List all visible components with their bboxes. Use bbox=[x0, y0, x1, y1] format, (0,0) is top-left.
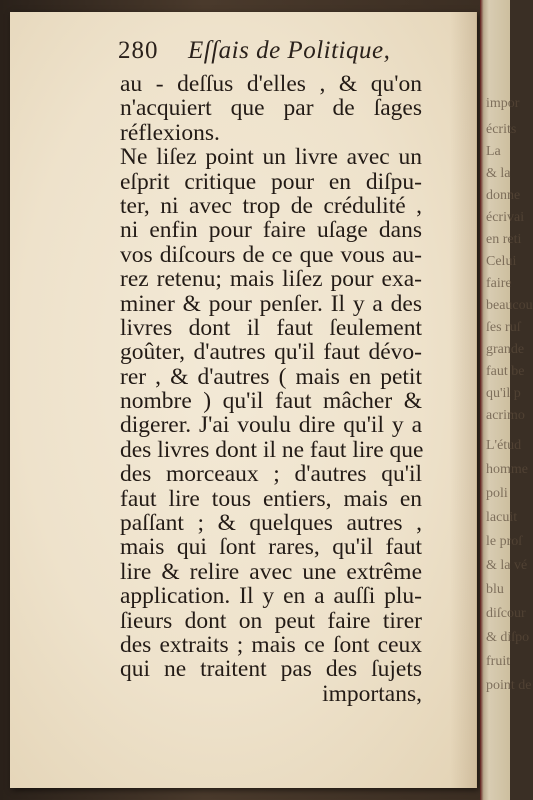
adjacent-text-fragment: faire bbox=[486, 276, 512, 291]
adjacent-text-fragment: fruit bbox=[486, 654, 511, 669]
adjacent-text-fragment: L'étud bbox=[486, 438, 522, 453]
text-line: mais qui ſont rares, qu'il faut bbox=[120, 534, 422, 561]
adjacent-text-fragment: faut be bbox=[486, 364, 525, 379]
adjacent-text-fragment: grande bbox=[486, 342, 525, 357]
adjacent-text-fragment: La bbox=[486, 144, 501, 159]
page-header bbox=[118, 37, 418, 73]
catchword: importans, bbox=[322, 680, 422, 707]
adjacent-text-fragment: écrivai bbox=[486, 210, 525, 225]
text-line: des livres dont il ne faut lire que bbox=[120, 436, 424, 463]
text-line: faut lire tous entiers, mais en bbox=[120, 485, 422, 512]
adjacent-text-fragment: homme bbox=[486, 462, 528, 477]
text-line: eſprit critique pour en diſpu- bbox=[120, 168, 422, 195]
adjacent-text-fragment: donne bbox=[486, 188, 521, 203]
adjacent-text-fragment: Celui bbox=[486, 254, 517, 269]
adjacent-text-fragment: en reti bbox=[486, 232, 522, 247]
text-line: au - deſſus d'elles , & qu'on bbox=[120, 71, 422, 97]
adjacent-text-fragment: beaucou bbox=[486, 298, 533, 313]
text-line: réflexions. bbox=[120, 119, 220, 146]
text-line: des morceaux ; d'autres qu'il bbox=[120, 461, 422, 488]
adjacent-text-fragment: point de bbox=[486, 678, 532, 693]
text-line: vos diſcours de ce que vous au- bbox=[120, 241, 422, 268]
text-line: digerer. J'ai voulu dire qu'il y a bbox=[120, 412, 422, 439]
paragraph-start-line: Ne liſez point un livre avec un bbox=[120, 144, 422, 171]
adjacent-text-fragment: le proſ bbox=[486, 534, 523, 549]
adjacent-text-fragment: & diſpo bbox=[486, 630, 530, 645]
text-line: miner & pour penſer. Il y a des bbox=[120, 290, 422, 317]
text-line: goûter, d'autres qu'il faut dévo- bbox=[120, 339, 422, 366]
text-line: nombre ) qu'il faut mâcher & bbox=[120, 388, 422, 415]
adjacent-page-edge bbox=[480, 0, 533, 800]
running-title: Eſſais de Politique, bbox=[188, 37, 391, 64]
text-line: ſieurs dont on peut faire tirer bbox=[120, 607, 422, 634]
adjacent-text-fragment: impor bbox=[486, 96, 520, 111]
adjacent-text-fragment: & la bbox=[486, 166, 511, 181]
body-text bbox=[120, 72, 422, 706]
adjacent-text-fragment: écrits bbox=[486, 122, 517, 137]
adjacent-text-fragment: qu'il p bbox=[486, 386, 521, 401]
text-line: n'acquiert que par de ſages bbox=[120, 95, 422, 122]
text-line: qui ne traitent pas des ſujets bbox=[120, 656, 422, 683]
adjacent-text-fragment: diſcour bbox=[486, 606, 526, 621]
text-line: application. Il y en a auſſi plu- bbox=[120, 583, 422, 610]
text-line: livres dont il faut ſeulement bbox=[120, 314, 422, 341]
text-line: ni enfin pour faire uſage dans bbox=[120, 217, 422, 244]
text-line: lire & relire avec une extrême bbox=[120, 558, 422, 585]
adjacent-text-fragment: & la vé bbox=[486, 558, 528, 573]
text-line: rez retenu; mais liſez pour exa- bbox=[120, 266, 422, 293]
text-line: des extraits ; mais ce ſont ceux bbox=[120, 631, 422, 658]
adjacent-text-fragment: blu bbox=[486, 582, 504, 597]
adjacent-text-fragment: acrimo bbox=[486, 408, 525, 423]
adjacent-text-fragment: ſes ruſ bbox=[486, 320, 521, 335]
text-line: ter, ni avec trop de crédulité , bbox=[120, 192, 422, 219]
adjacent-text-fragment: poli bbox=[486, 486, 508, 501]
page-number: 280 bbox=[118, 37, 159, 64]
text-line: rer , & d'autres ( mais en petit bbox=[120, 363, 422, 390]
text-line: paſſant ; & quelques autres , bbox=[120, 510, 422, 537]
adjacent-text-fragment: lacuit bbox=[486, 510, 518, 525]
